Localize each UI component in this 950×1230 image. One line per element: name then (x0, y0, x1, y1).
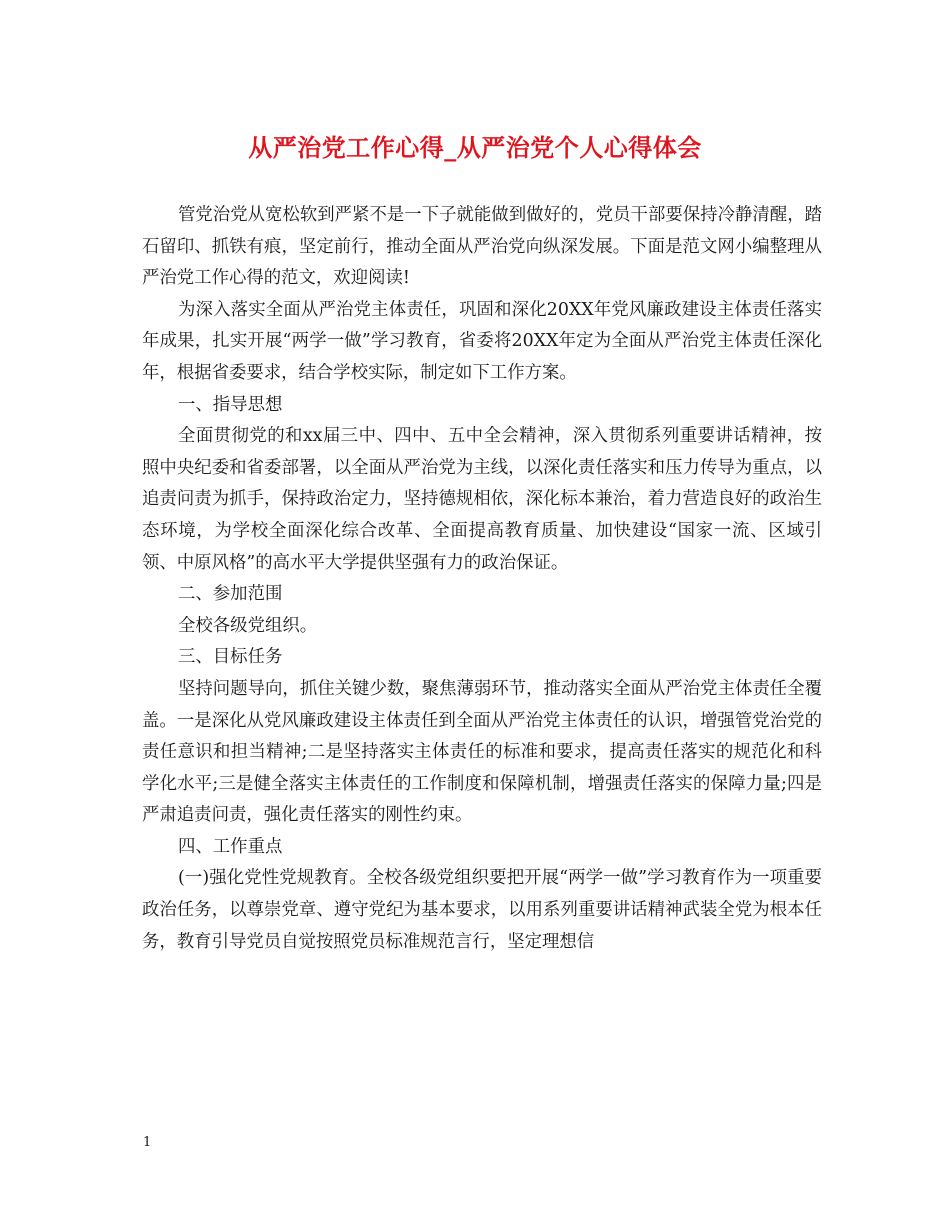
paragraph-scope: 全校各级党组织。 (178, 615, 318, 636)
paragraph-guiding-ideology: 全面贯彻党的和xx届三中、四中、五中全会精神，深入贯彻系列重要讲话精神，按照中央纪委和省委部署，以全面从严治党为主线，以深化责任落实和压力传导为重点，以追责问责为抓手，保持政治定力，坚持德规相依，深化标本兼治，着力营造良好的政治生态环境，为学校全面深化综合改革、全面提高教育质量、加快建设“国家一流、区域引领、中原风格”的高水平大学提供坚强有力的政治保证。 (142, 426, 822, 573)
document-title: 从严治党工作心得_从严治党个人心得体会 (248, 133, 702, 162)
paragraph-intro: 管党治党从宽松软到严紧不是一下子就能做到做好的，党员干部要保持冷静清醒，踏石留印、抓铁有痕，坚定前行，推动全面从严治党向纵深发展。下面是范文网小编整理从严治党工作心得的范文，欢迎阅读! (142, 205, 822, 289)
section-heading-scope: 二、参加范围 (178, 584, 283, 605)
paragraph-background: 为深入落实全面从严治党主体责任，巩固和深化20XX年党风廉政建设主体责任落实年成果，扎实开展“两学一做”学习教育，省委将20XX年定为全面从严治党主体责任深化年，根据省委要求，结合学校实际，制定如下工作方案。 (142, 299, 822, 383)
section-heading-guiding-ideology: 一、指导思想 (178, 394, 283, 415)
paragraph-key-work-1: (一)强化党性党规教育。全校各级党组织要把开展“两学一做”学习教育作为一项重要政治任务，以尊崇党章、遵守党纪为基本要求，以用系列重要讲话精神武装全党为根本任务，教育引导党员自觉按照党员标准规范言行，坚定理想信 (142, 868, 822, 952)
page-number: 1 (143, 1135, 152, 1150)
paragraph-objectives: 坚持问题导向，抓住关键少数，聚焦薄弱环节，推动落实全面从严治党主体责任全覆盖。一是深化从党风廉政建设主体责任到全面从严治党主体责任的认识，增强管党治党的责任意识和担当精神;二是坚持落实主体责任的标准和要求，提高责任落实的规范化和科学化水平;三是健全落实主体责任的工作制度和保障机制，增强责任落实的保障力量;四是严肃追责问责，强化责任落实的刚性约束。 (142, 678, 822, 826)
section-heading-objectives: 三、目标任务 (178, 647, 283, 668)
document-body (142, 200, 822, 958)
section-heading-key-work: 四、工作重点 (178, 836, 283, 857)
